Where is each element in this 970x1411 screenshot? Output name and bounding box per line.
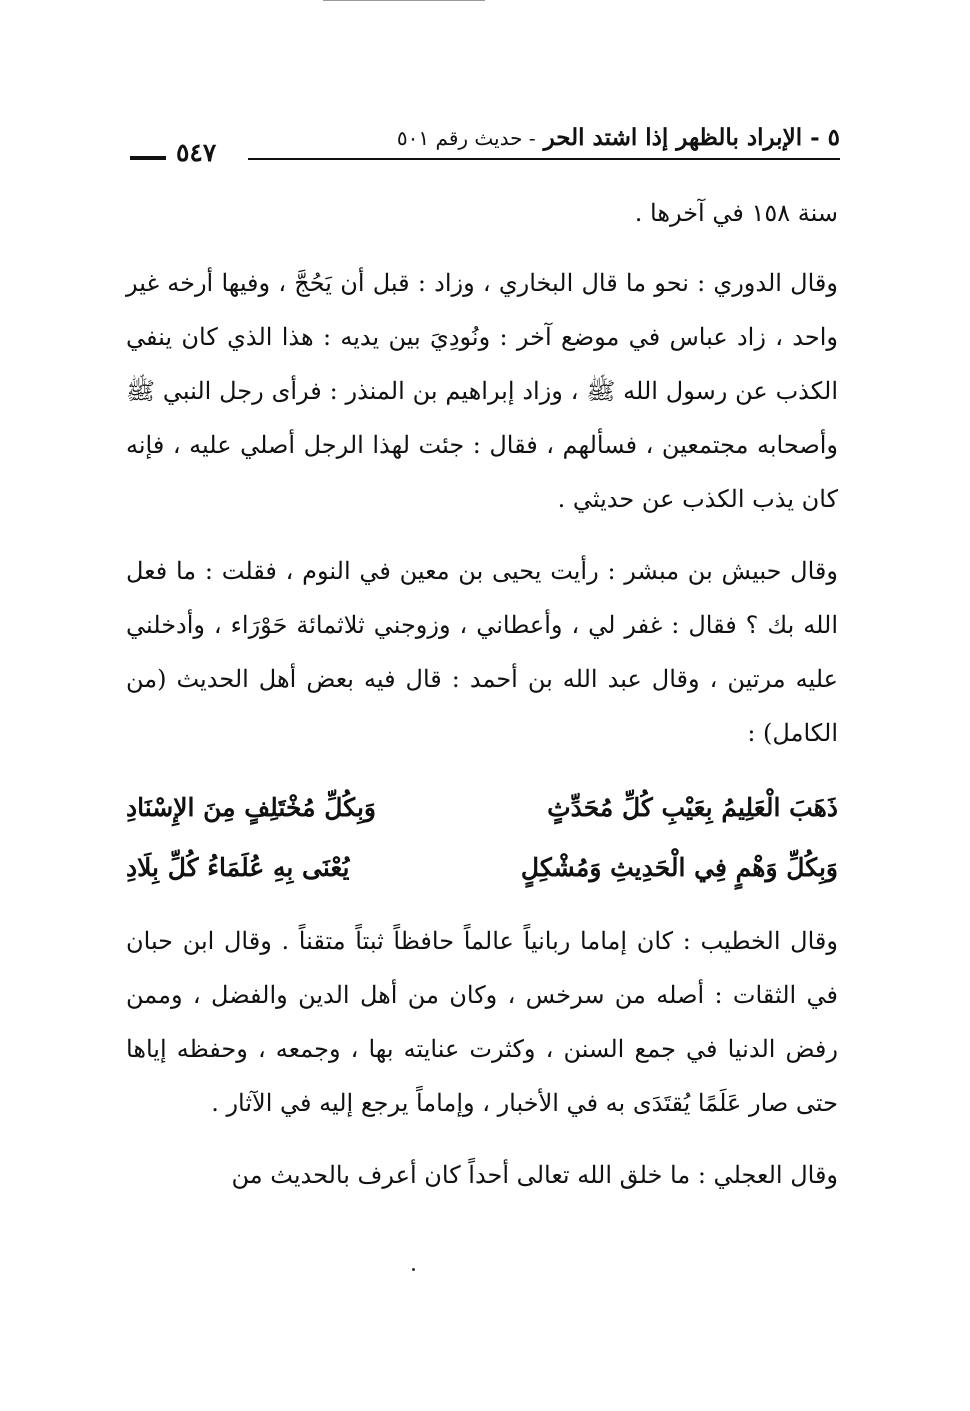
page-number: ٥٤٧ [176, 138, 217, 167]
verse-first-hemistich: وَبِكُلِّ وَهْمٍ فِي الْحَدِيثِ وَمُشْكِلٍ [520, 853, 838, 882]
verse-line [126, 778, 838, 838]
page-header [130, 120, 840, 168]
page-number-dash [130, 156, 166, 160]
top-rule [323, 0, 485, 1]
verse-first-hemistich: ذَهَبَ الْعَلِيمُ بِعَيْبِ كُلِّ مُحَدِّثٍ [547, 793, 838, 822]
page-body [126, 186, 838, 1220]
running-title-main: ٥ - الإبراد بالظهر إذا اشتد الحر [543, 124, 840, 151]
poem-verses [126, 778, 838, 898]
running-title [397, 124, 840, 151]
verse-second-hemistich: يُعْنَى بِهِ عُلَمَاءُ كُلِّ بِلَادِ [126, 853, 350, 882]
paragraph: وقال العجلي : ما خلق الله تعالى أحداً كان أعرف بالحديث من [231, 1161, 838, 1189]
running-title-sub: - حديث رقم ٥٠١ [396, 126, 536, 150]
verse-second-hemistich: وَبِكُلِّ مُخْتَلِفٍ مِنَ الإِسْنَادِ [126, 793, 376, 822]
paragraph: وقال الدوري : نحو ما قال البخاري ، وزاد : قبل أن يَحُجَّ ، وفيها أرخه غير واحد ، زاد عباس في موضع آخر : ونُودِيَ بين يديه : هذا الذي كان ينفي الكذب عن رسول الله ﷺ ، وزاد إبراهيم بن المنذر : فرأى رجل النبي ﷺ وأصحابه مجتمعين ، فسألهم ، فقال : جئت لهذا الرجل أصلي عليه ، فإنه كان يذب الكذب عن حديثي . [126, 269, 838, 513]
paragraph: وقال الخطيب : كان إماما ربانياً عالماً حافظاً ثبتاً متقناً . وقال ابن حبان في الثقات : أصله من سرخس ، وكان من أهل الدين والفضل ، وممن رفض الدنيا في جمع السنن ، وكثرت عنايته بها ، وجمعه ، وحفظه إياها حتى صار عَلَمًا يُقتَدَى به في الأخبار ، وإماماً يرجع إليه في الآثار . [126, 927, 838, 1117]
header-rule [248, 158, 840, 160]
verse-line [126, 838, 838, 898]
paragraph: سنة ١٥٨ في آخرها . [634, 199, 838, 227]
ink-speck [412, 1268, 415, 1271]
paragraph: وقال حبيش بن مبشر : رأيت يحيى بن معين في النوم ، فقلت : ما فعل الله بك ؟ فقال : غفر لي ، وأعطاني ، وزوجني ثلاثمائة حَوْرَاء ، وأدخلني عليه مرتين ، وقال عبد الله بن أحمد : قال فيه بعض أهل الحديث (من الكامل) : [126, 557, 838, 747]
